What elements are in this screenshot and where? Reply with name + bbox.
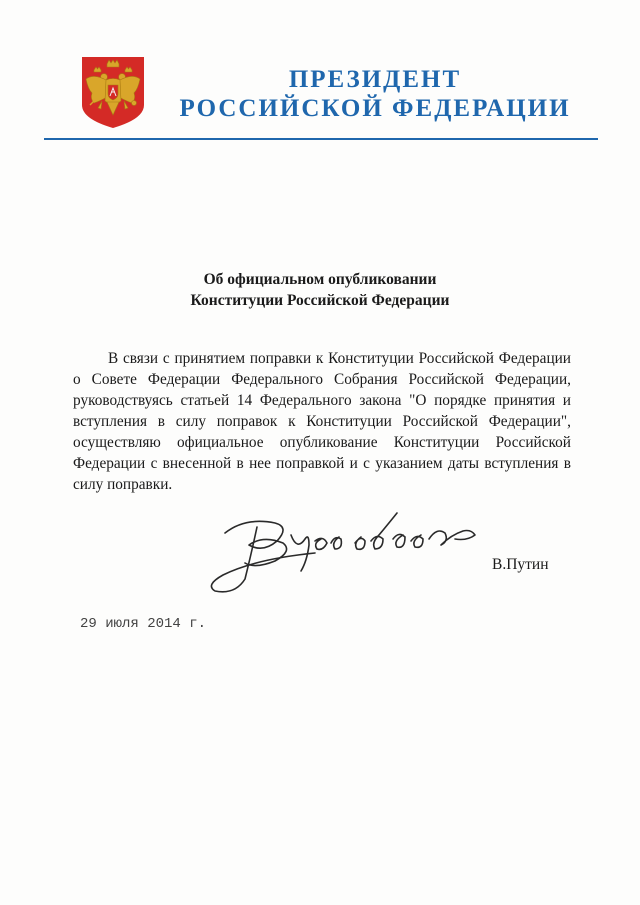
handwritten-signature	[205, 505, 505, 600]
document-date: 29 июля 2014 г.	[80, 616, 207, 632]
letterhead-title-line-1: ПРЕЗИДЕНТ	[288, 66, 462, 93]
signer-name: В.Путин	[492, 556, 549, 573]
document-body: В связи с принятием поправки к Конституции Российской Федерации о Совете Федерации Федерального Собрания Российской Федерации, руководствуясь статьей 14 Федерального закона "О порядке принятия и вступления в силу поправок к Конституции Российской Федерации", осуществляю официальное опубликование Конституции Российской Федерации с внесенной в нее поправкой и с указанием даты вступления в силу поправки.	[73, 350, 571, 493]
document-title-line-1: Об официальном опубликовании	[203, 271, 437, 288]
header-divider	[44, 138, 598, 140]
letterhead-title-line-2: РОССИЙСКОЙ ФЕДЕРАЦИИ	[179, 95, 571, 122]
russian-coat-of-arms-icon	[80, 55, 146, 129]
document-title-line-2: Конституции Российской Федерации	[190, 292, 450, 309]
